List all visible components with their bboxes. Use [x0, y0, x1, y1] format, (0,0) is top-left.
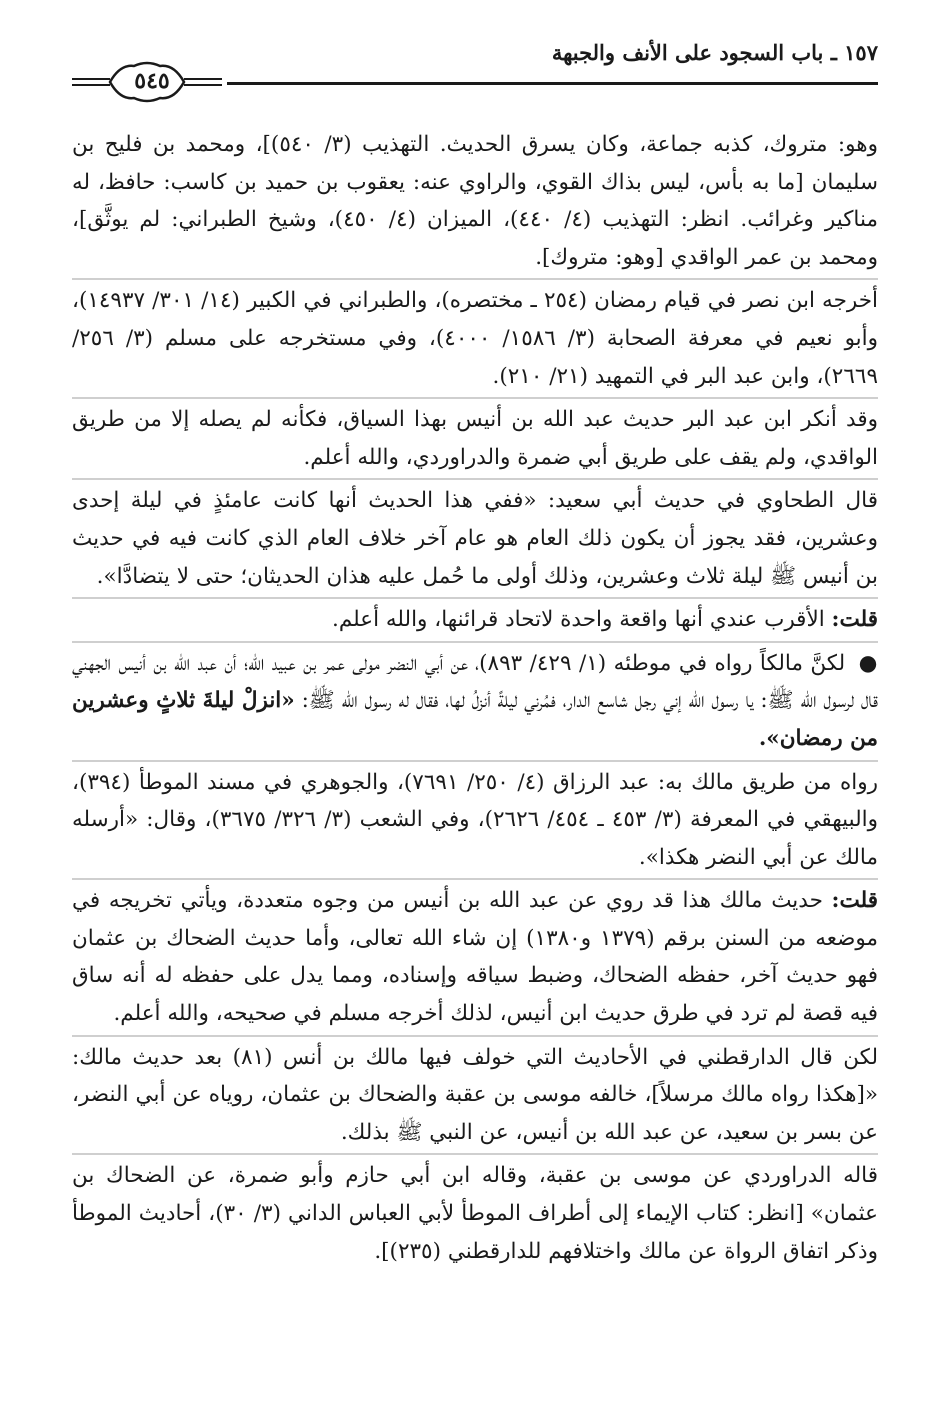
paragraph-10	[72, 1153, 878, 1270]
paragraph-text: رواه من طريق مالك به: عبد الرزاق (٤/ ٢٥٠/ ٧٦٩١)، والجوهري في مسند الموطأ (٣٩٤)، والبيهقي في المعرفة (٣/ ٤٥٣ ـ ٤٥٤/ ٢٦٢٦)، وفي الشعب (٣/ ٣٢٦/ ٣٦٧٥)، وقال: «أرسله مالك عن أبي النضر هكذا».	[72, 769, 879, 870]
paragraph-text: حديث مالك هذا قد روي عن عبد الله بن أنيس من وجوه متعددة، ويأتي تخريجه في موضعه من السنن برقم (١٣٧٩ و١٣٨٠) إن شاء الله تعالى، وأما حديث الضحاك بن عثمان فهو حديث آخر، حفظه الضحاك، وضبط سياقه وإسناده، ومما يدل على حفظه له أنه ساق فيه قصة لم ترد في طرق حديث ابن أنيس، لذلك أخرجه مسلم في صحيحه، والله أعلم.	[72, 888, 878, 1027]
paragraph-3	[72, 397, 878, 476]
paragraph-2	[72, 278, 878, 395]
paragraph-9	[72, 1035, 878, 1152]
qultu-label: قلت:	[831, 888, 878, 914]
paragraph-text: لكنَّ مالكاً رواه في موطئه (١/ ٤٢٩/ ٨٩٣)، عن أبي النضر مولى عمر بن عبيد الله؛ أن عبد الله بن أنيس الجهني قال لرسول الله ﷺ: يا رسول الله إني رجل شاسع الدار، فمُرني ليلةً أنزلُ لها، فقال له رسول الله ﷺ:	[72, 650, 878, 714]
paragraph-8	[72, 878, 878, 1032]
paragraph-5	[72, 597, 878, 639]
paragraph-4	[72, 478, 878, 595]
paragraph-text: وهو: متروك، كذبه جماعة، وكان يسرق الحديث. التهذيب (٣/ ٥٤٠)]، ومحمد بن فليح بن سليمان [ما به بأس، ليس بذاك القوي، والراوي عنه: يعقوب بن حميد بن كاسب: حافظ، له مناكير وغرائب. انظر: التهذيب (٤/ ٤٤٠)، الميزان (٤/ ٤٥٠)، وشيخ الطبراني: لم يوثَّق]، ومحمد بن عمر الواقدي [وهو: متروك].	[72, 132, 879, 270]
paragraph-text: قال الطحاوي في حديث أبي سعيد: «ففي هذا الحديث أنها كانت عامئذٍ في ليلة إحدى وعشرين، فقد يجوز أن يكون ذلك العام هو عام آخر خلاف العام الذي كانت فيه في حديث بن أنيس ﷺ ليلة ثلاث وعشرين، وذلك أولى ما حُمل عليه هذان الحديثان؛ حتى لا يتضادَّا».	[72, 488, 878, 589]
page-number-ornament	[72, 60, 222, 106]
bullet-icon: ●	[858, 650, 879, 676]
qultu-label: قلت:	[831, 607, 878, 633]
paragraph-text: أخرجه ابن نصر في قيام رمضان (٢٥٤ ـ مختصره)، والطبراني في الكبير (١٤/ ٣٠١/ ١٤٩٣٧)، وأبو نعيم في معرفة الصحابة (٣/ ١٥٨٦/ ٤٠٠٠)، وفي مستخرجه على مسلم (٣/ ٢٥٦/ ٢٦٦٩)، وابن عبد البر في التمهيد (٢١/ ٢١٠).	[72, 288, 879, 389]
paragraph-7	[72, 760, 878, 877]
paragraph-6	[72, 641, 878, 758]
paragraph-text: قاله الدراوردي عن موسى بن عقبة، وقاله ابن أبي حازم وأبو ضمرة، عن الضحاك بن عثمان» [انظر: كتاب الإيماء إلى أطراف الموطأ لأبي العباس الداني (٣/ ٣٠)، أحاديث الموطأ وذكر اتفاق الرواة عن مالك واختلافهم للدارقطني (٢٣٥)].	[72, 1163, 878, 1264]
header-rule	[227, 82, 878, 85]
page-header	[72, 40, 878, 120]
page-number: ٥٤٥	[134, 68, 170, 94]
paragraph-text: الأقرب عندي أنها واقعة واحدة لاتحاد قرائنها، والله أعلم.	[331, 607, 832, 633]
paragraph-text: لكن قال الدارقطني في الأحاديث التي خولف فيها مالك بن أنس (٨١) بعد حديث مالك: «[هكذا رواه مالك مرسلاً]، خالفه موسى بن عقبة والضحاك بن عثمان، روياه عن أبي النضر، عن بسر بن سعيد، عن عبد الله بن أنيس، عن النبي ﷺ بذلك.	[72, 1044, 878, 1145]
paragraph-text: وقد أنكر ابن عبد البر حديث عبد الله بن أنيس بهذا السياق، فكأنه لم يصله إلا من طريق الواقدي، ولم يقف على طريق أبي ضمرة والدراوردي، والله أعلم.	[72, 407, 878, 470]
paragraph-1	[72, 126, 878, 276]
hadith-quote: «انزلْ ليلةَ ثلاثٍ وعشرين من رمضان».	[72, 688, 878, 751]
body-text	[72, 126, 878, 1270]
chapter-title: ١٥٧ ـ باب السجود على الأنف والجبهة	[551, 40, 878, 65]
